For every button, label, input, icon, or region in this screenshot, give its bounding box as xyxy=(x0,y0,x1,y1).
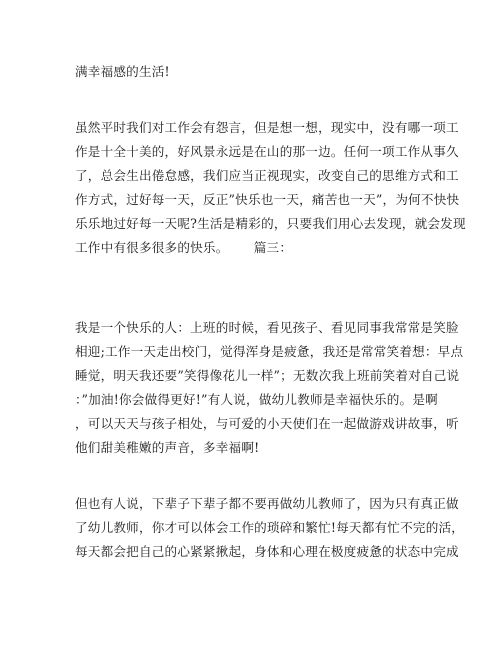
text-line: 作是十全十美的，好风景永远是在山的那一边。任何一项工作从事久 xyxy=(75,144,459,159)
text-line: 工作中有很多很多的快乐。 篇三： xyxy=(75,240,293,255)
text-line: 但也有人说，下辈子下辈子都不要再做幼儿教师了，因为只有真正做 xyxy=(75,496,459,511)
text-line: 相迎;工作一天走出校门，觉得浑身是疲惫，我还是常常笑着想：早点 xyxy=(75,344,464,359)
text-line: 我是一个快乐的人：上班的时候，看见孩子、看见同事我常常是笑脸 xyxy=(75,320,459,335)
text-line: 满幸福感的生活! xyxy=(75,64,170,79)
text-line: 每天都会把自己的心紧紧揪起，身体和心理在极度疲惫的状态中完成 xyxy=(75,544,459,559)
text-line: 虽然平时我们对工作会有怨言，但是想一想，现实中，没有哪一项工 xyxy=(75,120,459,135)
text-line: 了，总会生出倦怠感，我们应当正视现实，改变自己的思维方式和工 xyxy=(75,168,459,183)
text-line: ：”加油!你会做得更好!”有人说，做幼儿教师是幸福快乐的。是啊 xyxy=(75,392,438,407)
text-line: 作方式，过好每一天，反正”快乐也一天，痛苦也一天”，为何不快快 xyxy=(75,192,460,207)
text-line: 睡觉，明天我还要”笑得像花儿一样”；无数次我上班前笑着对自己说 xyxy=(75,368,460,383)
text-line: 乐乐地过好每一天呢?生活是精彩的，只要我们用心去发现，就会发现 xyxy=(75,216,466,231)
text-line: 了幼儿教师，你才可以体会工作的琐碎和繁忙!每天都有忙不完的活， xyxy=(75,520,465,535)
text-line: 他们甜美稚嫩的声音，多幸福啊! xyxy=(75,440,260,455)
text-line: ，可以天天与孩子相处，与可爱的小天使们在一起做游戏讲故事，听 xyxy=(75,416,459,431)
